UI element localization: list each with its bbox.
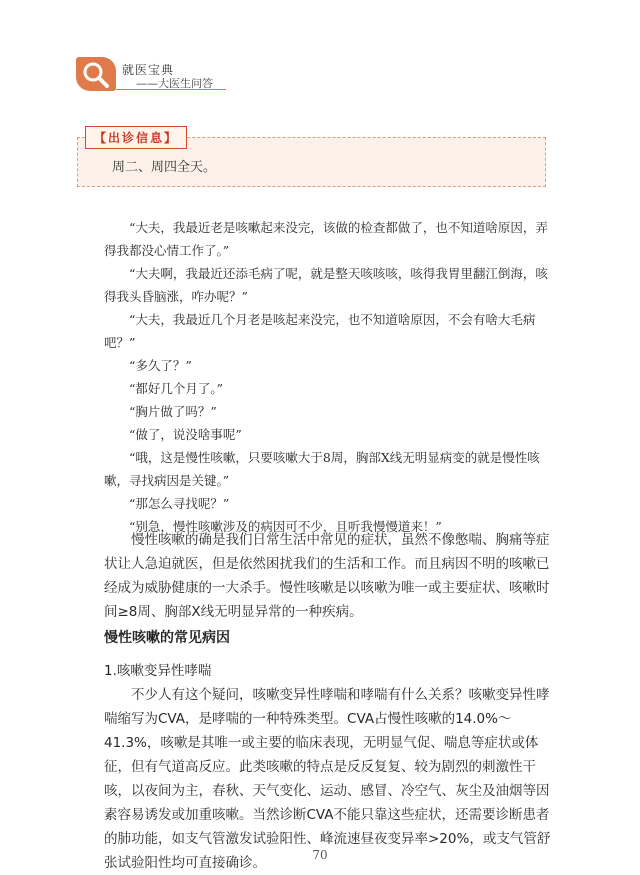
sub-heading: 1.咳嗽变异性哮喘 xyxy=(104,663,212,679)
dialogue-line: “多久了？” xyxy=(129,358,192,373)
brand-logo xyxy=(76,57,116,91)
dialogue-line: “都好几个月了。” xyxy=(129,381,224,396)
intro-paragraph-block xyxy=(104,528,554,624)
clinic-info-tag: 【出诊信息】 xyxy=(85,126,187,149)
dialogue-line: “大夫，我最近老是咳嗽起来没完，该做的检查都做了，也不知道啥原因，弄得我都没心情工作了。” xyxy=(104,220,548,258)
dialogue-line: “大夫啊，我最近还添毛病了呢，就是整天咳咳咳，咳得我胃里翻江倒海，咳得我头昏脑涨，咋办呢？” xyxy=(104,266,548,304)
intro-paragraph: 慢性咳嗽的确是我们日常生活中常见的症状，虽然不像憋喘、胸痛等症状让人急迫就医，但是依然困扰我们的生活和工作。而且病因不明的咳嗽已经成为威胁健康的一大杀手。慢性咳嗽是以咳嗽为唯一或主要症状、咳嗽时间≥8周、胸部X线无明显异常的一种疾病。 xyxy=(104,532,550,620)
dialogue-line: “胸片做了吗？” xyxy=(129,404,217,419)
clinic-info-text: 周二、周四全天。 xyxy=(112,160,217,175)
brand-subtitle: ——大医生问答 xyxy=(136,77,213,90)
dialogue-line: “那怎么寻找呢？” xyxy=(129,496,230,511)
magnifier-icon xyxy=(76,57,116,91)
brand-title: 就医宝典 xyxy=(122,63,175,77)
dialogue-section xyxy=(104,216,554,538)
page-number: 70 xyxy=(312,848,328,862)
section-paragraph: 不少人有这个疑问，咳嗽变异性哮喘和哮喘有什么关系？咳嗽变异性哮喘缩写为CVA，是哮喘的一种特殊类型。CVA占慢性咳嗽的14.0%～41.3%，咳嗽是其唯一或主要的临床表现，无明显气促、喘息等症状或体征，但有气道高反应。此类咳嗽的特点是反反复复、较为剧烈的刺激性干咳，以夜间为主，春秋、天气变化、运动、感冒、冷空气、灰尘及油烟等因素容易诱发或加重咳嗽。当然诊断CVA不能只靠这些症状，还需要诊断患者的肺功能，如支气管激发试验阳性、峰流速昼夜变异率>20%，或支气管舒张试验阳性均可直接确诊。 xyxy=(104,687,551,871)
section-heading: 慢性咳嗽的常见病因 xyxy=(104,630,230,646)
dialogue-line: “做了，说没啥事呢” xyxy=(129,427,242,442)
dialogue-line: “哦，这是慢性咳嗽，只要咳嗽大于8周，胸部X线无明显病变的就是慢性咳嗽，寻找病因是关键。” xyxy=(104,450,540,488)
dialogue-line: “大夫，我最近几个月老是咳起来没完，也不知道啥原因，不会有啥大毛病吧？” xyxy=(104,312,536,350)
section-paragraph-block xyxy=(104,683,554,875)
page-header xyxy=(0,0,640,110)
dialogue-line: “别急，慢性咳嗽涉及的病因可不少，且听我慢慢道来！” xyxy=(129,519,442,534)
